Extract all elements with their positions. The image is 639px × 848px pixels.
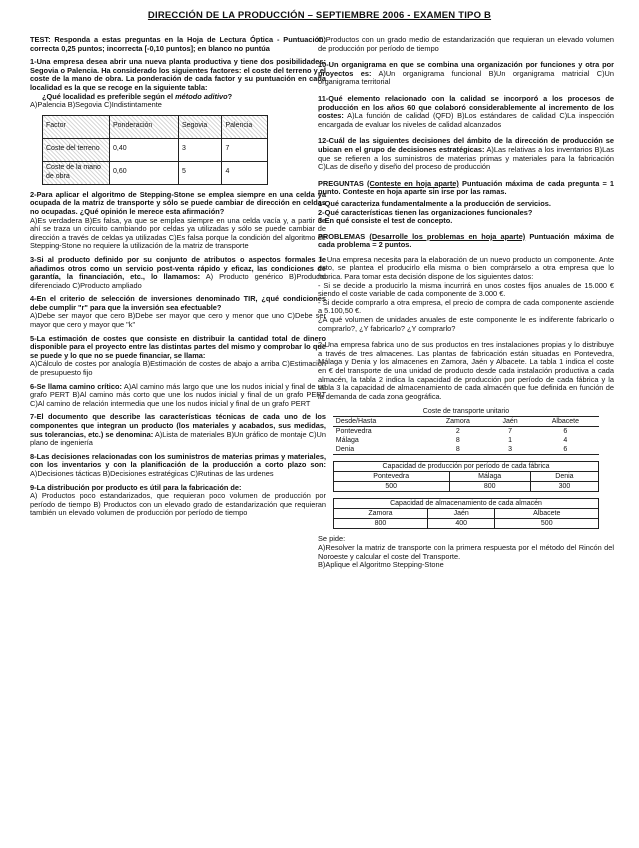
table-cell: 500 — [333, 482, 449, 492]
table-row — [333, 445, 599, 455]
question-11-block — [318, 95, 614, 129]
question-7: 7-El documento que describe las características técnicas de cada uno de los componentes que integran un producto (los materiales y acabados, sus medidas, sus tolerancias, etc.) se denomina: — [30, 412, 326, 439]
table-row — [333, 509, 598, 519]
preguntas-label: PREGUNTAS — [318, 178, 364, 188]
table-row — [43, 115, 268, 138]
table-header-cell: Albacete — [495, 509, 599, 519]
pregunta-1: 1-Qué caracteriza fundamentalmente a la producción de servicios. — [318, 198, 551, 208]
table-header-cell: Jaén — [428, 509, 495, 519]
question-4: 4-En el criterio de selección de inversiones denominado TIR, ¿qué condiciones debe cumplir "r" para que la inversión sea efectuable? — [30, 294, 326, 312]
question-1-ask-text: ¿Qué localidad es preferible según el — [42, 91, 174, 101]
table-header-cell: Zamora — [333, 509, 427, 519]
question-9: 9-La distribución por producto es útil para la fabricación de: — [30, 482, 242, 492]
pregunta-3: 3-En qué consiste el test de concepto. — [318, 216, 453, 226]
table-header-cell: Albacete — [532, 417, 600, 427]
question-10: 10-Un organigrama en que se combina una organización por funciones y otra por proyectos es: — [318, 60, 614, 78]
problem-1: 1- Una empresa necesita para la elaboración de un nuevo producto un componente. Ante esto, se plantea el producirlo ella misma o bien comprárselo a otra empresa que lo fabrica. Para tomar esta decisión dispone de los siguientes datos: — [318, 254, 614, 282]
pregunta-2: 2-Qué características tienen las organizaciones funcionales? — [318, 207, 533, 217]
table-cell: 500 — [495, 519, 599, 529]
table-cell: 6 — [563, 427, 568, 435]
table-cell: 0,40 — [110, 138, 179, 161]
preguntas-note: (Conteste en hoja aparte) — [366, 178, 459, 188]
question-6-options: A)Al camino más largo que une los nudos inicial y final de un grafo PERT B)Al camino más corto que une los nudos inicial y final de un grafo PERT C)Al camino de relación intermedia que une los nudos inicial y final de un grafo PERT — [30, 381, 326, 408]
question-6: 6-Se llama camino crítico: — [30, 381, 122, 391]
question-6-block — [30, 383, 326, 409]
se-pide-a: A)Resolver la matriz de transporte con la primera respuesta por el método del Rincón del Noroeste y calcular el coste del Transporte. — [318, 542, 614, 561]
table-cell: 8 — [455, 436, 460, 444]
table-cell: 800 — [333, 519, 427, 529]
table-header-cell: Desde/Hasta — [333, 417, 427, 427]
problem-1-c: ¿A qué volumen de unidades anuales de este componente le es indiferente fabricarlo o comprarlo?, ¿Y fabricarlo? ¿Y comprarlo? — [318, 315, 614, 333]
table-caption: Capacidad de almacenamiento de cada almacén — [333, 499, 598, 509]
question-10-block — [318, 61, 614, 87]
table-cell: 3 — [179, 138, 222, 161]
question-12: 12-Cuál de las siguientes decisiones del ámbito de la dirección de producción se ubican en el grupo de decisiones estratégicas: — [318, 136, 614, 154]
table-cell: 4 — [222, 161, 268, 184]
table-header-cell: Málaga — [449, 472, 530, 482]
question-8-block — [30, 453, 326, 479]
question-3-block — [30, 256, 326, 290]
table-cell: 8 — [427, 445, 488, 455]
table-cell: 6 — [532, 445, 600, 455]
question-12-block — [318, 137, 614, 171]
storage-capacity-table — [333, 498, 599, 529]
question-5: 5-La estimación de costes que consiste en distribuir la cantidad total de dinero disponible para el proyecto entre las distintas partes del mismo y comprobar lo que se puede y lo que no se puede financiar, se llama: — [30, 333, 326, 360]
question-1: 1-Una empresa desea abrir una nueva planta productiva y tiene dos posibilidades: Segovia o Palencia. Ha considerado los siguientes factores: el coste del terreno y el coste de la mano de obra. La ponderación de cada factor y su puntuación en cada localidad es la que se recoge en la siguiente tabla: — [30, 57, 326, 92]
table-cell: 7 — [508, 427, 512, 435]
question-9-continued: C)Productos con un grado medio de estandarización que requieran un elevado volumen de producción por período de tiempo — [318, 35, 614, 53]
preguntas-heading — [318, 180, 614, 197]
table-row — [333, 417, 599, 427]
table-header-cell: Jaén — [489, 417, 532, 427]
table-caption-row — [333, 499, 598, 509]
problemas-label: PROBLEMAS — [318, 231, 366, 241]
problem-2: 2-Una empresa fabrica uno de sus productos en tres instalaciones propias y lo distribuye a través de tres almacenes. Las plantas de fabricación están situadas en Pontevedra, Málaga y Denia y los almacenes en Zamora, Jaén y Albacete. La tabla 1 indica el coste en € del transporte de una unidad de producto desde cada instalación productiva a cada almacén, la tabla 2 indica la capacidad de producción por período de cada fábrica y la tabla 3 la capacidad de almacenamiento de cada almacén que fue definida en función de la demanda de cada zona geográfica. — [318, 340, 614, 401]
question-12-options: A)Las relativas a los inventarios B)Las que se refieren a los suministros de materias primas y materiales para la fabricación C)Las de diseño y diseño del proceso de producción — [318, 144, 614, 172]
se-pide: Se pide: — [318, 534, 346, 544]
question-1-ask-emphasis: método aditivo — [175, 91, 228, 101]
table-row — [333, 472, 598, 482]
question-9-options: A) Productos poco estandarizados, que requieran poco volumen de producción por período de tiempo B) Productos con un elevado grado de estandarización que requieran también un elevado volumen de producción por período de tiempo — [30, 491, 326, 518]
table-header-cell: Zamora — [427, 417, 488, 427]
problemas-heading — [318, 233, 614, 250]
question-7-options: A)Lista de materiales B)Un gráfico de montaje C)Un plano de ingeniería — [30, 429, 326, 448]
table-cell: 800 — [449, 482, 530, 492]
question-4-options: A)Debe ser mayor que cero B)Debe ser mayor que cero y menor que uno C)Debe ser mayor que cero y mayor que "k" — [30, 311, 326, 330]
table-cell: 300 — [530, 482, 599, 492]
table-row — [333, 436, 599, 445]
table-header-cell: Factor — [43, 115, 110, 138]
production-capacity-table — [333, 461, 599, 492]
table-caption: Coste de transporte unitario — [422, 407, 510, 415]
table-cell: Málaga — [335, 436, 359, 444]
transport-cost-table — [333, 407, 599, 455]
table-caption-row — [333, 407, 599, 417]
table-header-cell: Segovia — [179, 115, 222, 138]
page-title: DIRECCIÓN DE LA PRODUCCIÓN – SEPTIEMBRE 2006 - EXAMEN TIPO B — [147, 10, 492, 21]
table-cell: Coste del terreno — [43, 138, 110, 161]
table-header-cell: Pontevedra — [333, 472, 449, 482]
table-cell: 0,60 — [110, 161, 179, 184]
preguntas-instructions: Puntuación máxima de cada pregunta = 1 punto. Conteste en hoja aparte sin irse por las ramas. — [318, 178, 614, 197]
question-11: 11-Qué elemento relacionado con la calidad se incorporó a los procesos de producción en los años 60 que colaboró considerablemente al incremento de los costes: — [318, 93, 614, 121]
table-cell: 2 — [455, 427, 460, 435]
table-cell: Denia — [333, 445, 427, 455]
problem-1-b: - Si decide comprarlo a otra empresa, el precio de compra de cada componente asciende a 5.100,50 €. — [318, 297, 614, 316]
table-header-cell: Ponderación — [110, 115, 179, 138]
question-2: 2-Para aplicar el algoritmo de Stepping-Stone se emplea siempre en una celda ya ocupada de la matriz de transporte y sólo se puede cambiar de dirección en celdas no ocupadas. ¿Qué opinión le merece esta afirmación? — [30, 189, 326, 216]
table-row — [43, 161, 268, 184]
question-1-ask-end: ? — [227, 91, 233, 101]
test-intro: TEST: Responda a estas preguntas en la Hoja de Lectura Óptica - Puntuación: correcta 0,25 puntos; incorrecta [-0,10 puntos]; en blanco no puntúa — [30, 35, 326, 53]
question-10-options: A)Un organigrama funcional B)Un organigrama matricial C)Un organigrama territorial — [318, 68, 614, 87]
question-3-options: A) Producto genérico B)Producto diferenciado C)Producto ampliado — [30, 272, 326, 290]
table-row — [333, 519, 598, 529]
se-pide-b: B)Aplique el Algoritmo Stepping-Stone — [318, 560, 444, 570]
table-row — [333, 427, 599, 437]
table-cell: 5 — [179, 161, 222, 184]
table-caption: Capacidad de producción por período de cada fábrica — [333, 462, 598, 472]
factor-table — [42, 115, 268, 185]
question-1-options: A)Palencia B)Segovia C)Indistintamente — [30, 100, 162, 110]
table-header-cell: Palencia — [222, 115, 268, 138]
question-11-options: A)La función de calidad (QFD) B)Los estándares de calidad C)La inspección encargada de evaluar los niveles de calidad alcanzados — [318, 111, 614, 129]
question-5-options: A)Cálculo de costes por analogía B)Estimación de costes de abajo a arriba C)Estimación de presupuesto fijo — [30, 359, 326, 378]
table-caption-row — [333, 462, 598, 472]
table-cell: 1 — [508, 436, 512, 444]
question-7-block — [30, 413, 326, 447]
table-cell: Coste de la mano de obra — [43, 161, 110, 184]
problemas-note: (Desarrolle los problemas en hoja aparte) — [369, 231, 526, 241]
table-cell: 4 — [563, 436, 568, 444]
table-cell: 3 — [489, 445, 532, 455]
table-header-cell: Denia — [530, 472, 599, 482]
question-2-options: A)Es verdadera B)Es falsa, ya que se emplea siempre en una celda vacía y, a partir de ahí se traza un circuito cambiando por celdas ya utilizadas y sólo se puede cambiar de dirección a través de celdas ya utilizadas C)Es falsa porque la condición del algoritmo de Stepping-Stone no requiere la utilización de la matriz de transporte — [30, 215, 326, 251]
problem-1-a: - Si se decide a producirlo la misma incurrirá en unos costes fijos anuales de 15.000 € siendo el coste variable de cada componente de 3.000 €. — [318, 280, 614, 299]
table-cell: 7 — [222, 138, 268, 161]
left-column — [30, 36, 326, 523]
table-cell: Pontevedra — [335, 427, 372, 435]
question-3: 3-Si al producto definido por su conjunto de atributos o aspectos formales le añadimos otros como un servicio post-venta rápido y eficaz, las condiciones de garantía, la financiación, etc., lo llamamos: — [30, 254, 326, 282]
table-row — [333, 482, 598, 492]
table-cell: 400 — [428, 519, 495, 529]
table-row — [43, 138, 268, 161]
question-8-options: A)Decisiones tácticas B)Decisiones estratégicas C)Rutinas de las urdenes — [30, 468, 274, 478]
problemas-instructions: Puntuación máxima de cada problema = 2 puntos. — [318, 231, 614, 250]
question-8: 8-Las decisiones relacionadas con los suministros de materias primas y materiales, con los inventarios y con la planificación de la producción a corto plazo son: — [30, 451, 326, 470]
right-column — [318, 36, 614, 575]
